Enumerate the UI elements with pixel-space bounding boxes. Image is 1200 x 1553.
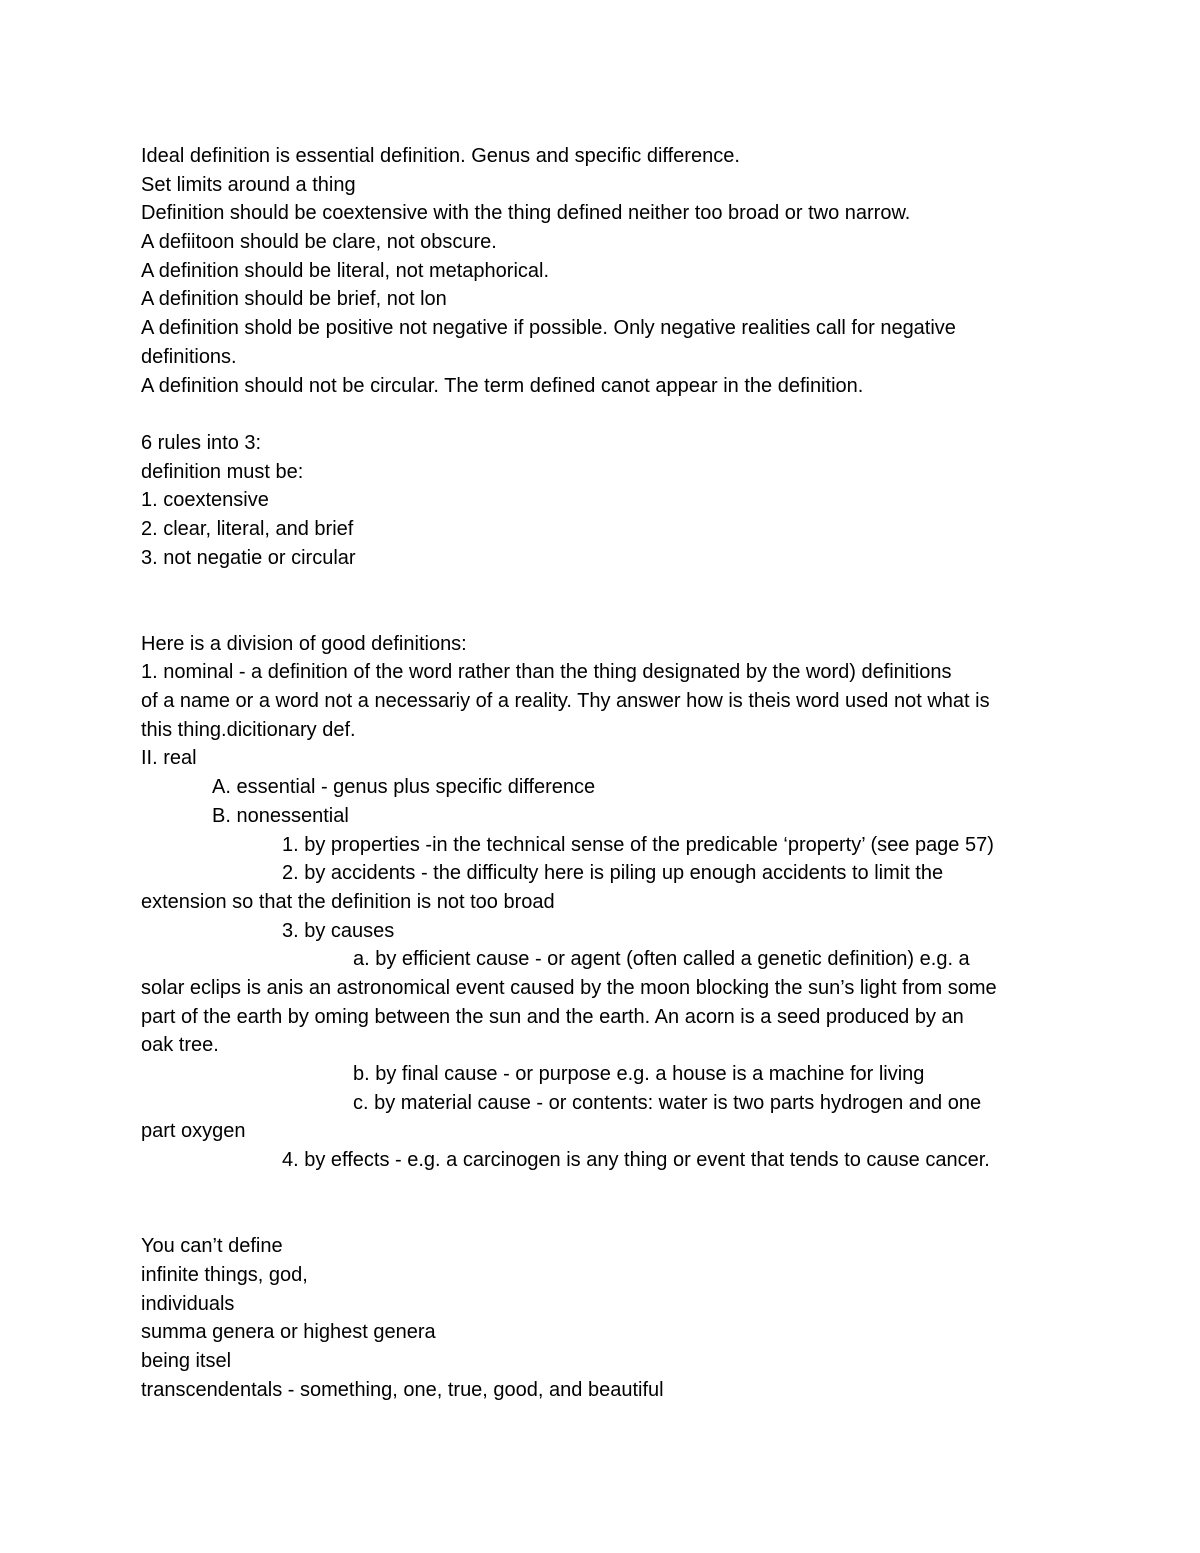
text-line: Here is a division of good definitions:: [141, 632, 467, 655]
text-line: Definition should be coextensive with the thing defined neither too broad or two narrow.: [141, 202, 911, 225]
list-item: summa genera or highest genera: [141, 1321, 436, 1344]
text-line: solar eclips is anis an astronomical event caused by the moon blocking the sun’s light from some: [141, 976, 997, 999]
blank-line: [141, 1203, 1071, 1232]
list-item: 1. nominal - a definition of the word rather than the thing designated by the word) definitions: [141, 661, 952, 684]
list-item: 1. by properties -in the technical sense of the predicable ‘property’ (see page 57): [282, 833, 994, 856]
list-item: a. by efficient cause - or agent (often called a genetic definition) e.g. a: [353, 948, 970, 971]
text-line: definitions.: [141, 345, 237, 368]
text-line: Ideal definition is essential definition. Genus and specific difference.: [141, 145, 740, 167]
text-line: A definition should be brief, not lon: [141, 288, 447, 311]
list-item: 2. by accidents - the difficulty here is piling up enough accidents to limit the: [282, 862, 944, 885]
text-line: extension so that the definition is not too broad: [141, 890, 555, 913]
list-item: transcendentals - something, one, true, good, and beautiful: [141, 1378, 664, 1401]
list-item: 4. by effects - e.g. a carcinogen is any thing or event that tends to cause cancer.: [282, 1149, 990, 1172]
list-item: B. nonessential: [212, 804, 349, 827]
text-line: A defiitoon should be clare, not obscure.: [141, 231, 497, 254]
text-line: You can’t define: [141, 1235, 283, 1258]
blank-line: [141, 601, 1071, 630]
text-line: this thing.dicitionary def.: [141, 718, 356, 741]
text-line: 6 rules into 3:: [141, 431, 262, 454]
text-line: Set limits around a thing: [141, 173, 356, 196]
list-item: 1. coextensive: [141, 489, 269, 512]
list-item: II. real: [141, 747, 197, 770]
text-line: oak tree.: [141, 1034, 219, 1057]
blank-line: [141, 572, 1071, 601]
list-item: b. by final cause - or purpose e.g. a house is a machine for living: [353, 1063, 925, 1085]
text-line: A definition shold be positive not negative if possible. Only negative realities call for negative: [141, 317, 956, 340]
text-line: part of the earth by oming between the sun and the earth. An acorn is a seed produced by an: [141, 1005, 964, 1028]
list-item: infinite things, god,: [141, 1263, 308, 1286]
blank-line: [141, 400, 1071, 429]
text-line: part oxygen: [141, 1120, 246, 1143]
list-item: 3. by causes: [282, 919, 395, 942]
document-body: [141, 142, 1071, 1404]
list-item: A. essential - genus plus specific difference: [212, 776, 596, 799]
text-line: of a name or a word not a necessariy of a reality. Thy answer how is theis word used not what is: [141, 690, 990, 713]
blank-line: [141, 1175, 1071, 1204]
list-item: individuals: [141, 1292, 235, 1315]
list-item: 2. clear, literal, and brief: [141, 517, 354, 540]
list-item: being itsel: [141, 1349, 232, 1372]
list-item: 3. not negatie or circular: [141, 546, 356, 569]
text-line: definition must be:: [141, 460, 304, 483]
list-item: c. by material cause - or contents: water is two parts hydrogen and one: [353, 1091, 982, 1114]
text-line: A definition should not be circular. The term defined canot appear in the definition.: [141, 374, 864, 397]
text-line: A definition should be literal, not metaphorical.: [141, 259, 550, 282]
